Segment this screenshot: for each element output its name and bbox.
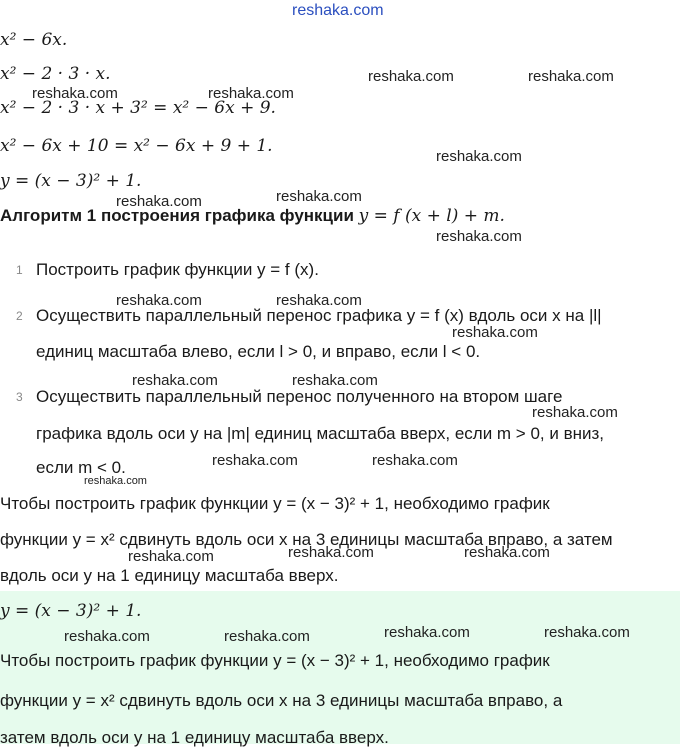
step-number: 1 <box>16 263 23 277</box>
math-line: x² − 6x. <box>0 30 68 50</box>
step-line: если m < 0. <box>36 458 126 477</box>
watermark: reshaka.com <box>452 324 538 341</box>
watermark: reshaka.com <box>368 68 454 85</box>
watermark: reshaka.com <box>116 193 202 210</box>
answer-line: затем вдоль оси y на 1 единицу масштаба вверх. <box>0 728 389 747</box>
explanation-line: Чтобы построить график функции y = (x − 3)² + 1, необходимо график <box>0 494 550 513</box>
watermark: reshaka.com <box>132 372 218 389</box>
watermark: reshaka.com <box>128 548 214 565</box>
step-line: Построить график функции y = f (x). <box>36 260 319 279</box>
watermark: reshaka.com <box>32 85 118 102</box>
watermark: reshaka.com <box>532 404 618 421</box>
answer-line: функции y = x² сдвинуть вдоль оси x на 3 единицы масштаба вправо, а <box>0 691 563 710</box>
math-line: x² − 6x + 10 = x² − 6x + 9 + 1. <box>0 136 273 156</box>
answer-formula: y = (x − 3)² + 1. <box>0 601 142 621</box>
answer-line: Чтобы построить график функции y = (x − 3)² + 1, необходимо график <box>0 651 550 670</box>
explanation-line: вдоль оси y на 1 единицу масштаба вверх. <box>0 566 339 585</box>
watermark: reshaka.com <box>372 452 458 469</box>
algorithm-heading <box>0 205 505 227</box>
watermark: reshaka.com <box>84 475 147 487</box>
algorithm-heading-text: Алгоритм 1 построения графика функции <box>0 206 354 225</box>
math-line: x² − 2 · 3 · x. <box>0 64 111 84</box>
watermark: reshaka.com <box>436 148 522 165</box>
step-number: 3 <box>16 390 23 404</box>
watermark: reshaka.com <box>276 292 362 309</box>
watermark: reshaka.com <box>288 544 374 561</box>
step-line: единиц масштаба влево, если l > 0, и вправо, если l < 0. <box>36 342 481 361</box>
watermark: reshaka.com <box>528 68 614 85</box>
watermark: reshaka.com <box>292 2 384 19</box>
watermark: reshaka.com <box>436 228 522 245</box>
step-line: Осуществить параллельный перенос полученного на втором шаге <box>36 387 563 406</box>
math-line: x² − 2 · 3 · x + 3² = x² − 6x + 9. <box>0 98 276 118</box>
step-line: графика вдоль оси y на |m| единиц масштаба вверх, если m > 0, и вниз, <box>36 424 605 443</box>
watermark: reshaka.com <box>116 292 202 309</box>
watermark: reshaka.com <box>544 624 630 641</box>
watermark: reshaka.com <box>208 85 294 102</box>
watermark: reshaka.com <box>224 628 310 645</box>
step-line: Осуществить параллельный перенос графика y = f (x) вдоль оси x на |l| <box>36 306 602 325</box>
watermark: reshaka.com <box>64 628 150 645</box>
algorithm-heading-formula: y = f (x + l) + m. <box>358 206 505 226</box>
watermark: reshaka.com <box>384 624 470 641</box>
watermark: reshaka.com <box>292 372 378 389</box>
watermark: reshaka.com <box>276 188 362 205</box>
math-line: y = (x − 3)² + 1. <box>0 171 142 191</box>
watermark: reshaka.com <box>212 452 298 469</box>
watermark: reshaka.com <box>464 544 550 561</box>
step-number: 2 <box>16 309 23 323</box>
explanation-line: функции y = x² сдвинуть вдоль оси x на 3 единицы масштаба вправо, а затем <box>0 530 613 549</box>
